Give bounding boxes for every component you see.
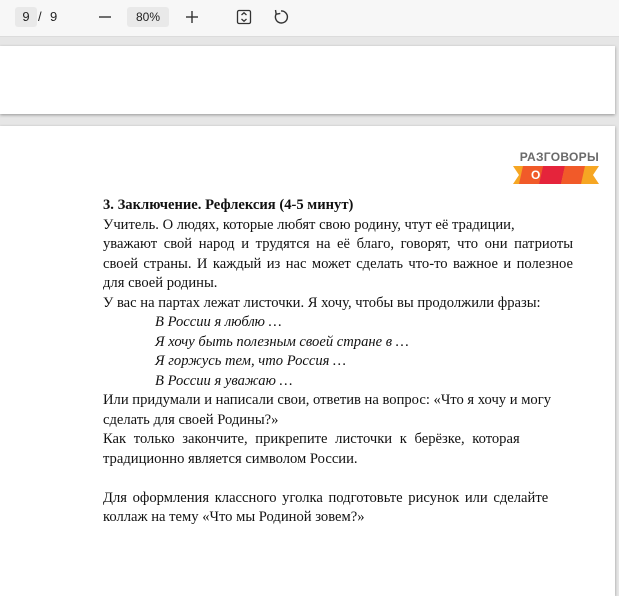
- previous-page: [0, 46, 615, 114]
- paragraph-3-rest: сделать для своей Родины?»: [103, 411, 279, 428]
- paragraph-5-first-line: Для оформления классного уголка подготовьте рисунок или сделайте: [103, 489, 549, 506]
- paragraph-5-rest: коллаж на тему «Что мы Родиной зовем?»: [103, 509, 365, 525]
- section-heading: 3. Заключение. Рефлексия (4-5 минут): [103, 197, 354, 213]
- paragraph-3-first-line: Или придумали и написали свои, ответив на вопрос: «Что я хочу и могу: [103, 392, 552, 408]
- phrase-item: В России я люблю …: [155, 314, 282, 330]
- phrase-item: В России я уважаю …: [155, 372, 293, 389]
- zoom-in-button[interactable]: [183, 8, 201, 26]
- logo-line-2: О ВАЖНОМ: [531, 168, 590, 200]
- logo-line-1: РАЗГОВОРЫ: [519, 150, 599, 164]
- plus-icon: [183, 8, 201, 26]
- phrase-item: Я хочу быть полезным своей стране в …: [155, 333, 409, 350]
- paragraph-2: У вас на партах лежат листочки. Я хочу, чтобы вы продолжили фразы:: [103, 294, 541, 311]
- minus-icon: [96, 8, 114, 26]
- zoom-out-button[interactable]: [96, 8, 114, 26]
- page-total: 9: [50, 9, 58, 24]
- paragraph-4-first-line: Как только закончите, прикрепите листочки к берёзке, которая: [103, 431, 520, 447]
- paragraph-1-rest: уважают свой народ и трудятся на её благо, говорят, что они патриоты своей страны. И каждый из нас может сделать что-то важное и полезное для своей родины.: [103, 236, 573, 291]
- pdf-toolbar: [0, 0, 619, 37]
- zoom-level-input[interactable]: 80%: [127, 7, 169, 27]
- blank-line: [103, 469, 573, 489]
- fit-to-page-icon: [235, 8, 253, 26]
- document-text: [103, 196, 573, 528]
- fit-page-button[interactable]: [235, 8, 253, 26]
- page-number-input[interactable]: 9: [15, 7, 37, 27]
- rotate-button[interactable]: [271, 7, 291, 27]
- paragraph-1-first-line: Учитель. О людях, которые любят свою родину, чтут её традиции,: [103, 216, 515, 233]
- phrase-item: Я горжусь тем, что Россия …: [155, 353, 347, 369]
- razgovory-o-vazhnom-logo: [513, 150, 603, 200]
- rotate-icon: [271, 7, 291, 27]
- paragraph-4-rest: традиционно является символом России.: [103, 450, 358, 467]
- current-page: [0, 126, 615, 596]
- page-separator: /: [38, 9, 42, 24]
